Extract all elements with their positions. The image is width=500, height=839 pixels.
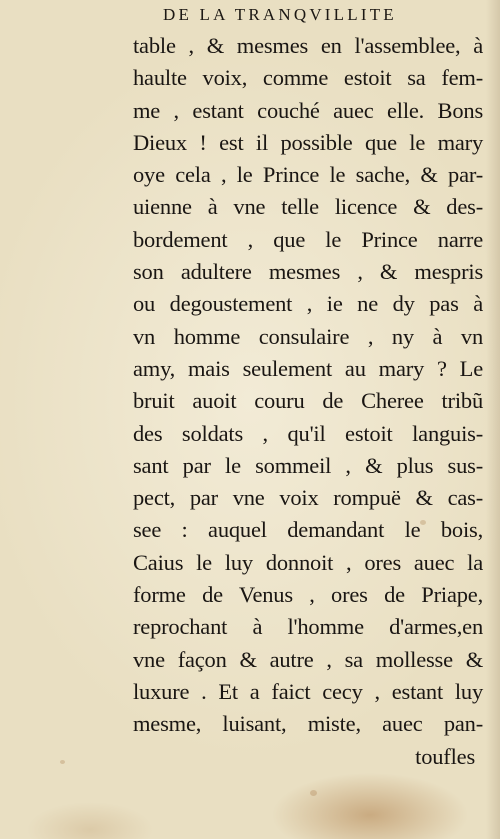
text-line: Caius le luy donnoit , ores auec la	[133, 549, 483, 575]
text-line: see : auquel demandant le bois,	[133, 517, 483, 543]
text-line: des soldats , qu'il estoit languis-	[133, 420, 483, 446]
stain-spot	[310, 790, 317, 796]
text-line: Dieux ! est il possible que le mary	[133, 129, 483, 155]
text-line: ou degoustement , ie ne dy pas à	[133, 291, 483, 317]
text-line: vne façon & autre , sa mollesse &	[133, 646, 483, 672]
running-head: DE LA TRANQVILLITE	[163, 5, 397, 24]
text-line: luxure . Et a faict cecy , estant luy	[133, 678, 483, 704]
text-line: reprochant à l'homme d'armes,en	[133, 614, 483, 640]
text-line: table , & mesmes en l'assemblee, à	[133, 33, 483, 58]
text-line: sant par le sommeil , & plus sus-	[133, 452, 483, 478]
text-line: forme de Venus , ores de Priape,	[133, 582, 483, 608]
stain-spot	[60, 760, 65, 764]
text-line: me , estant couché auec elle. Bons	[133, 97, 483, 123]
text-line: son adultere mesmes , & mespris	[133, 259, 483, 285]
text-line: uienne à vne telle licence & des-	[133, 194, 483, 220]
catchword: toufles	[415, 743, 475, 769]
text-line: haulte voix, comme estoit sa fem-	[133, 65, 483, 91]
text-line: mesme, luisant, miste, auec pan-	[133, 711, 483, 737]
page-gutter-shadow	[486, 0, 500, 839]
body-text	[133, 30, 483, 773]
text-line: oye cela , le Prince le sache, & par-	[133, 162, 483, 188]
text-line: bordement , que le Prince narre	[133, 226, 483, 252]
text-line: vn homme consulaire , ny à vn	[133, 323, 483, 349]
text-line: pect, par vne voix rompuë & cas-	[133, 485, 483, 511]
text-line: bruit auoit couru de Cheree tribũ	[133, 388, 483, 414]
text-line: amy, mais seulement au mary ? Le	[133, 355, 483, 381]
